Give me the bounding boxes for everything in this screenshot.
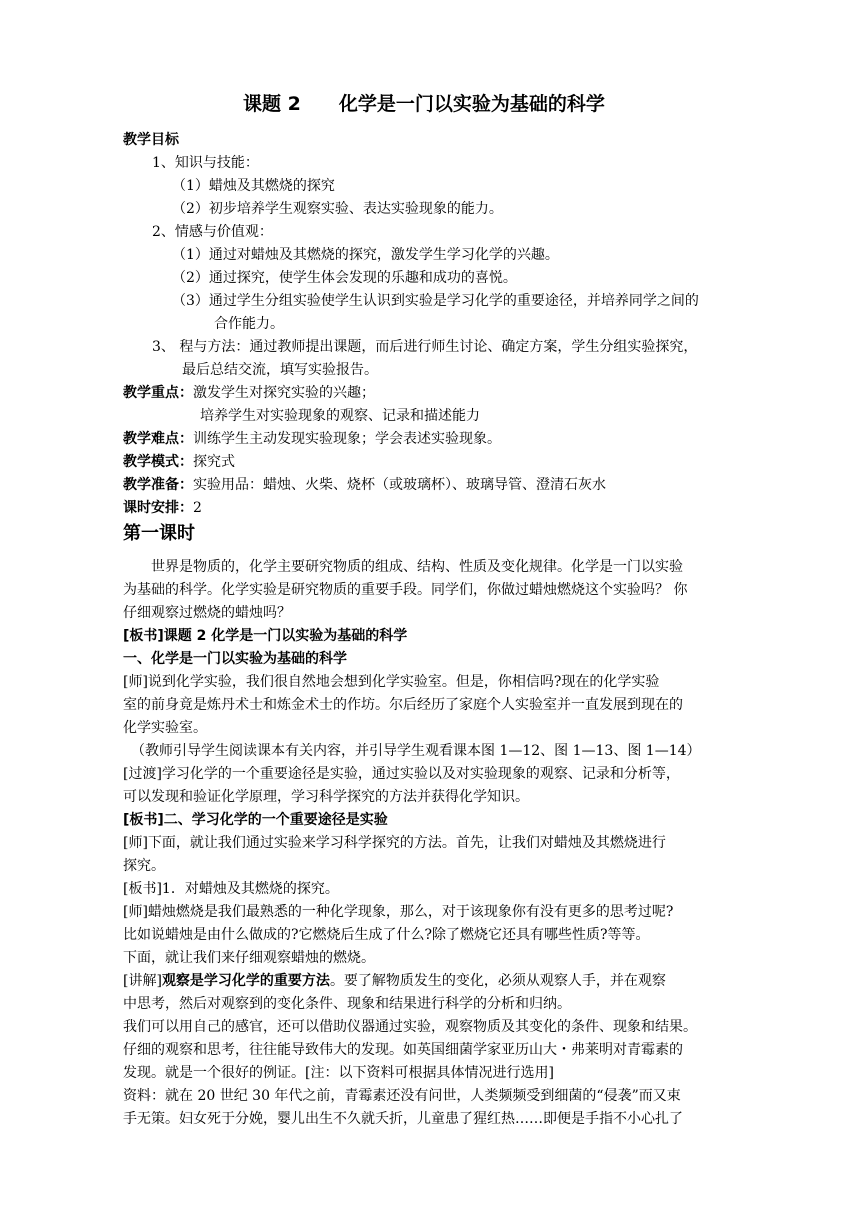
document-title: 课题 2 化学是一门以实验为基础的科学 (243, 93, 605, 115)
explanation-rest: 。要了解物质发生的变化，必须从观察人手，并在观察 (329, 973, 666, 989)
section-heading: 一、化学是一门以实验为基础的科学 (123, 651, 347, 667)
objective-knowledge: 1、知识与技能： (152, 155, 259, 171)
teacher-line: [师]下面，就让我们通过实验来学习科学探究的方法。首先，让我们对蜡烛及其燃烧进行 (123, 835, 666, 851)
explanation-line: 发现。就是一个很好的例证。[注：以下资料可根据具体情况进行选用] (123, 1065, 554, 1081)
hours-text: 2 (193, 500, 202, 516)
teaching-difficulty (123, 429, 501, 449)
focus-text-2: 培养学生对实验现象的观察、记录和描述能力 (200, 408, 480, 424)
board-note: [板书]课题 2 化学是一门以实验为基础的科学 (123, 628, 408, 644)
focus-label: 教学重点： (123, 385, 193, 401)
transition-line: [过渡]学习化学的一个重要途径是实验，通过实验以及对实验现象的观察、记录和分析等， (123, 766, 680, 782)
difficulty-text: 训练学生主动发现实验现象；学会表述实验现象。 (193, 431, 501, 447)
objective-emotion-item: （2）通过探究，使学生体会发现的乐趣和成功的喜悦。 (172, 270, 517, 286)
teacher-line: [师]说到化学实验，我们很自然地会想到化学实验室。但是，你相信吗?现在的化学实验 (123, 674, 660, 690)
teacher-line: 下面，就让我们来仔细观察蜡烛的燃烧。 (123, 950, 375, 966)
teacher-line: 探究。 (123, 858, 165, 874)
board-note: [板书]二、学习化学的一个重要途径是实验 (123, 812, 388, 828)
teacher-line: 化学实验室。 (123, 720, 207, 736)
objective-emotion: 2、情感与价值观： (152, 224, 273, 240)
objective-emotion-item: （3）通过学生分组实验使学生认识到实验是学习化学的重要途径，并培养同学之间的 (172, 293, 699, 309)
teacher-line: [师]蜡烛燃烧是我们最熟悉的一种化学现象，那么，对于该现象你有没有更多的思考过呢? (123, 904, 674, 920)
transition-line: 可以发现和验证化学原理，学习科学探究的方法并获得化学知识。 (123, 789, 529, 805)
explanation-line: 我们可以用自己的感官，还可以借助仪器通过实验，观察物质及其变化的条件、现象和结果。 (123, 1019, 697, 1035)
paragraph-line: 世界是物质的，化学主要研究物质的组成、结构、性质及变化规律。化学是一门以实验 (151, 559, 683, 575)
teacher-line: 室的前身竟是炼丹术士和炼金术士的作坊。尔后经历了家庭个人实验室并一直发展到现在的 (123, 697, 683, 713)
objectives-heading: 教学目标 (123, 132, 179, 148)
objective-knowledge-item: （1）蜡烛及其燃烧的探究 (172, 178, 335, 194)
explanation-line (123, 971, 666, 991)
objective-knowledge-item: （2）初步培养学生观察实验、表达实验现象的能力。 (172, 201, 503, 217)
lesson-heading: 第一课时 (123, 523, 195, 544)
mode-label: 教学模式： (123, 454, 193, 470)
teaching-hours (123, 498, 202, 518)
mode-text: 探究式 (193, 454, 235, 470)
prep-text: 实验用品：蜡烛、火柴、烧杯（或玻璃杯）、玻璃导管、澄清石灰水 (193, 477, 606, 493)
explanation-emphasis: 观察是学习化学的重要方法 (161, 973, 330, 989)
difficulty-label: 教学难点： (123, 431, 193, 447)
teaching-mode (123, 452, 235, 472)
resource-line: 手无策。妇女死于分娩，婴儿出生不久就夭折，儿童患了猩红热……即便是手指不小心扎了 (123, 1111, 683, 1127)
objective-emotion-item-cont: 合作能力。 (214, 316, 284, 332)
board-note: [板书]1．对蜡烛及其燃烧的探究。 (123, 881, 339, 897)
focus-text: 激发学生对探究实验的兴趣； (193, 385, 375, 401)
explanation-line: 仔细的观察和思考，往往能导致伟大的发现。如英国细菌学家亚历山大・弗莱明对青霉素的 (123, 1042, 683, 1058)
guide-note: （教师引导学生阅读课本有关内容，并引导学生观看课本图 1—12、图 1—13、图 1—14） (131, 743, 701, 759)
teaching-focus (123, 383, 375, 403)
explanation-prefix: [讲解] (123, 973, 162, 989)
hours-label: 课时安排： (123, 500, 193, 516)
objective-emotion-item: （1）通过对蜡烛及其燃烧的探究，激发学生学习化学的兴趣。 (172, 247, 559, 263)
paragraph-line: 为基础的科学。化学实验是研究物质的重要手段。同学们，你做过蜡烛燃烧这个实验吗？ 你 (123, 582, 688, 598)
paragraph-line: 仔细观察过燃烧的蜡烛吗？ (123, 605, 291, 621)
prep-label: 教学准备： (123, 477, 193, 493)
teaching-prep (123, 475, 606, 495)
objective-process-cont: 最后总结交流，填写实验报告。 (182, 362, 378, 378)
resource-line: 资料：就在 20 世纪 30 年代之前，青霉素还没有问世，人类频频受到细菌的“侵袭”而又束 (123, 1088, 681, 1104)
teacher-line: 比如说蜡烛是由什么做成的?它燃烧后生成了什么?除了燃烧它还具有哪些性质?等等。 (123, 927, 650, 943)
explanation-line: 中思考，然后对观察到的变化条件、现象和结果进行科学的分析和归纳。 (123, 996, 571, 1012)
objective-process: 3、 程与方法：通过教师提出课题，而后进行师生讨论、确定方案，学生分组实验探究， (152, 339, 698, 355)
